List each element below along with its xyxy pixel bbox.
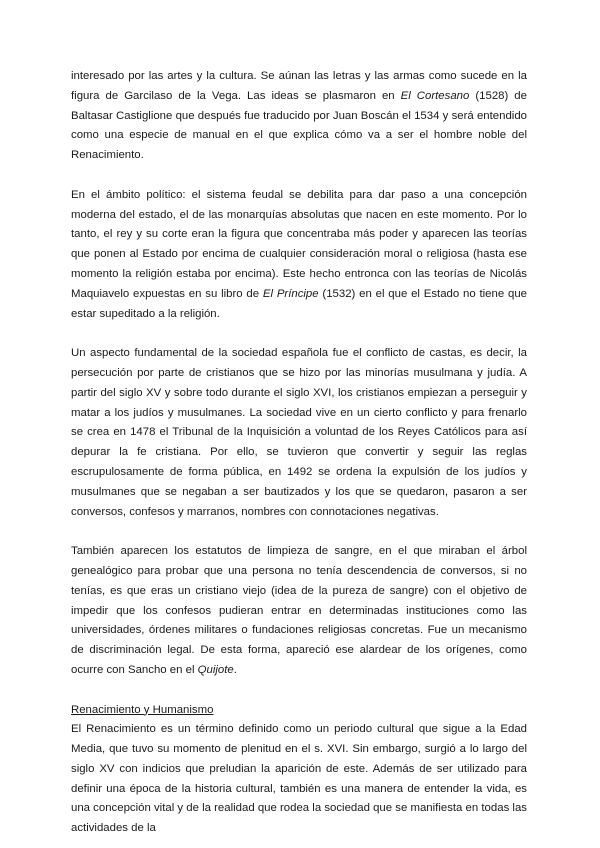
book-title-quijote: Quijote <box>197 663 234 676</box>
book-title-el-cortesano: El Cortesano <box>400 89 470 102</box>
section-heading: Renacimiento y Humanismo <box>71 703 214 716</box>
paragraph-castes: Un aspecto fundamental de la sociedad española fue el conflicto de castas, es decir, la persecución por parte de cristianos que se hizo por las minorías musulmana y judía. A partir del siglo XV y sobre todo durante el siglo XVI, los cristianos empiezan a perseguir y matar a los judíos y musulmanes. La sociedad vive en un cierto conflicto y para frenarlo se crea en 1478 el Tribunal de la Inquisición a voluntad de los Reyes Católicos para así depurar la fe cristiana. Por ello, se tuvieron que convertir y seguir las reglas escrupulosamente de forma pública, en 1492 se ordena la expulsión de los judíos y musulmanes que se negaban a ser bautizados y los que se quedaron, pasaron a ser conversos, confesos y marranos, nombres con connotaciones negativas. <box>71 347 527 518</box>
text-span: . <box>233 663 237 676</box>
text-span: En el ámbito político: el sistema feudal se debilita para dar paso a una concepción moderna del estado, el de las monarquías absolutas que nacen en este momento. Por lo tanto, el rey y su corte eran la figura que concentraba más poder y aparecen las teorías que ponen al Estado por encima de cualquier consideración moral o religiosa (hasta ese momento la religión estaba por encima). Este hecho entronca con las teorías de Nicolás Maquiavelo expuestas en su libro de <box>71 188 527 300</box>
text-span: También aparecen los estatutos de limpieza de sangre, en el que miraban el árbol genealógico para probar que una persona no tenía descendencia de conversos, si no tenías, es que eras un cristiano viejo (idea de la pureza de sangre) con el objetivo de impedir que los confesos pudieran entrar en determinadas instituciones como las universidades, órdenes militares o fundaciones religiosas concretas. Fue un mecanismo de discriminación legal. De esta forma, apareció ese alardear de los orígenes, como ocurre con Sancho en el <box>71 545 527 676</box>
paragraph-renaissance: El Renacimiento es un término definido como un periodo cultural que sigue a la Edad Media, que tuvo su momento de plenitud en el s. XVI. Sin embargo, surgió a lo largo del siglo XV con indicios que preludian la aparición de este. Además de ser utilizado para definir una época de la historia cultural, también es una manera de entender la vida, es una concepción vital y de la realidad que rodea la sociedad que se manifiesta en todas las actividades de la <box>71 723 527 835</box>
paragraph-blood-purity <box>71 542 527 681</box>
book-title-el-principe: El Príncipe <box>262 287 319 300</box>
text-span: (1528) de Baltasar Castiglione que después fue traducido por Juan Boscán el 1534 y será entendido como una especie de manual en el que explica cómo va a ser el hombre noble del Renacimiento. <box>71 89 527 162</box>
paragraph-cortesano <box>71 67 527 166</box>
paragraph-political <box>71 186 527 325</box>
document-page <box>71 67 527 839</box>
text-span: interesado por las artes y la cultura. Se aúnan las letras y las armas como sucede en la figura de Garcilaso de la Vega. Las ideas se plasmaron en <box>71 70 527 102</box>
text-span: (1532) en el que el Estado no tiene que estar supeditado a la religión. <box>71 287 527 320</box>
